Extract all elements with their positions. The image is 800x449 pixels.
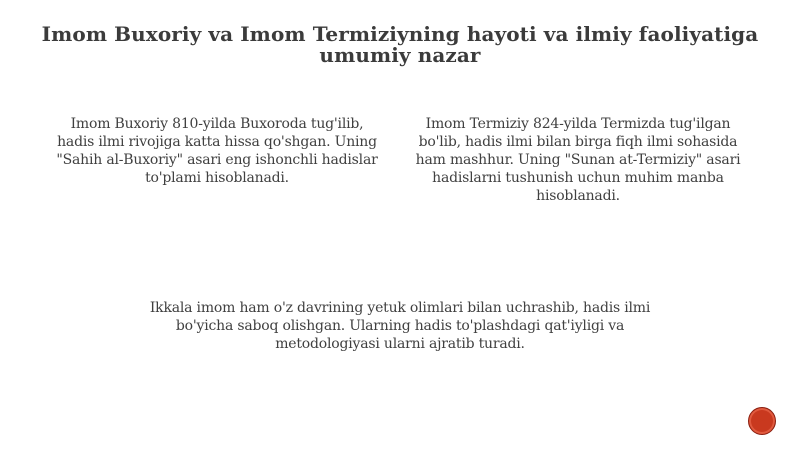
termiziy-paragraph: Imom Termiziy 824-yilda Termizda tug'ilgan bo'lib, hadis ilmi bilan birga fiqh ilmi sohasida ham mashhur. Uning "Sunan at-Termiziy" asari hadislarni tushunish uchun muhim manba hisoblanadi. xyxy=(415,116,741,204)
slide-navigation-button[interactable] xyxy=(748,407,776,435)
buxoriy-paragraph: Imom Buxoriy 810-yilda Buxoroda tug'ilib, hadis ilmi rivojiga katta hissa qo'shgan. Uning "Sahih al-Buxoriy" asari eng ishonchli hadislar to'plami hisoblanadi. xyxy=(56,116,378,186)
summary-paragraph: Ikkala imom ham o'z davrining yetuk olimlari bilan uchrashib, hadis ilmi bo'yicha saboq olishgan. Ularning hadis to'plashdagi qat'iyligi va metodologiyasi ularni ajratib turadi. xyxy=(149,300,651,352)
chevron-up-icon xyxy=(757,417,767,425)
slide-title: Imom Buxoriy va Imom Termiziyning hayoti va ilmiy faoliyatiga umumiy nazar xyxy=(41,22,759,67)
